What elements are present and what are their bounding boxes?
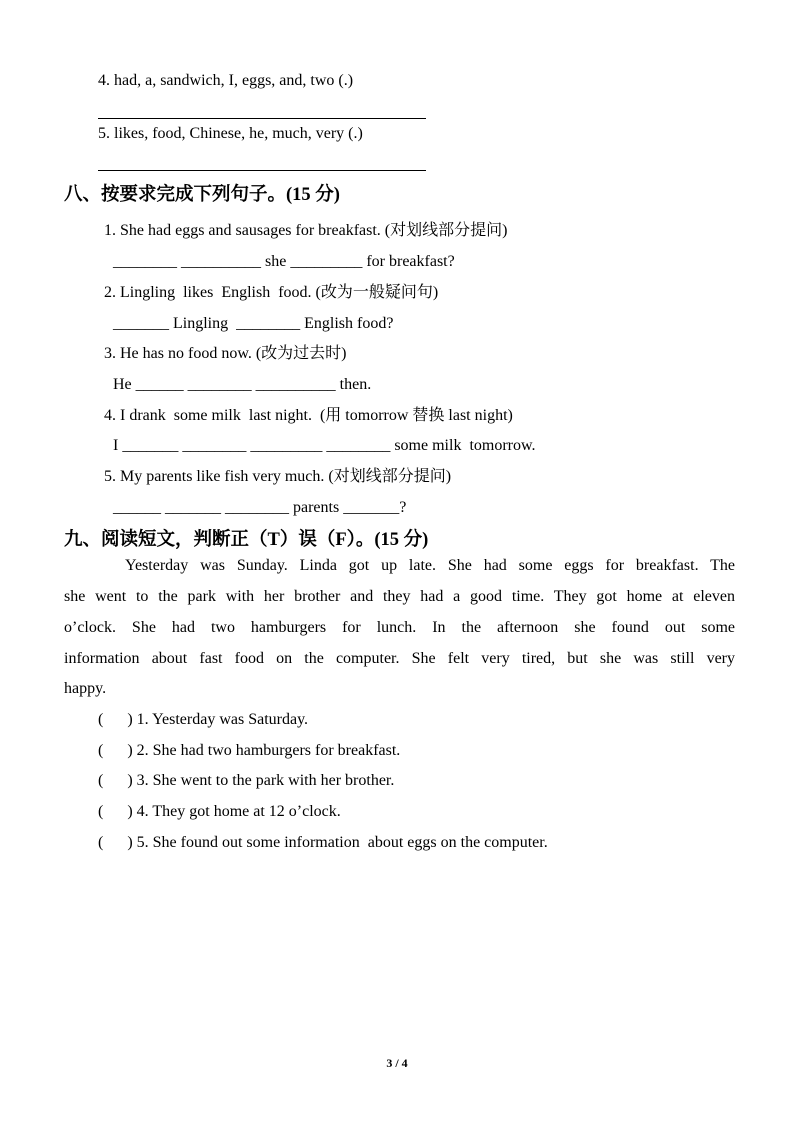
passage-line: she went to the park with her brother and they had a good time. They got home at eleven (64, 588, 735, 606)
answer-blank-line: ________ __________ she _________ for breakfast? (113, 253, 455, 271)
answer-blank-line: ______ _______ ________ parents _______? (113, 498, 407, 516)
question-item: 3. He has no food now. (改为过去时) (104, 345, 347, 363)
answer-write-line (98, 154, 426, 171)
section-nine-heading: 九、阅读短文，判断正（T）误（F）。(15 分) (64, 530, 429, 551)
page-content (64, 66, 735, 858)
passage-line: information about fast food on the computer. She felt very tired, but she was still very (64, 649, 735, 667)
question-item: 4. I drank some milk last night. (用 tomorrow 替换 last night) (104, 406, 513, 424)
section-eight-items (64, 216, 735, 523)
question-item: 5. My parents like fish very much. (对划线部分提问) (104, 468, 452, 486)
true-false-item: ( ) 2. She had two hamburgers for breakfast. (98, 741, 401, 759)
section-eight-heading: 八、按要求完成下列句子。(15 分) (64, 185, 340, 206)
true-false-list (64, 705, 735, 859)
answer-blank-line: I _______ ________ _________ ________ some milk tomorrow. (113, 437, 536, 455)
true-false-item: ( ) 3. She went to the park with her brother. (98, 772, 395, 790)
true-false-item: ( ) 1. Yesterday was Saturday. (98, 710, 309, 728)
unscramble-item-5: 5. likes, food, Chinese, he, much, very (.) (98, 124, 363, 142)
question-item: 1. She had eggs and sausages for breakfast. (对划线部分提问) (104, 222, 508, 240)
passage-line: happy. (64, 680, 107, 698)
reading-passage (64, 551, 735, 705)
answer-write-line (98, 97, 426, 119)
passage-line: o’clock. She had two hamburgers for lunch. In the afternoon she found out some (64, 618, 735, 636)
passage-line: Yesterday was Sunday. Linda got up late. She had some eggs for breakfast. The (125, 557, 735, 575)
true-false-item: ( ) 4. They got home at 12 o’clock. (98, 803, 341, 821)
answer-blank-line: He ______ ________ __________ then. (113, 375, 372, 393)
unscramble-item-4: 4. had, a, sandwich, I, eggs, and, two (.) (98, 72, 354, 89)
answer-blank-line: _______ Lingling ________ English food? (113, 314, 394, 332)
question-item: 2. Lingling likes English food. (改为一般疑问句) (104, 283, 439, 301)
true-false-item: ( ) 5. She found out some information about eggs on the computer. (98, 833, 548, 851)
page-number: 3 / 4 (386, 1056, 408, 1070)
